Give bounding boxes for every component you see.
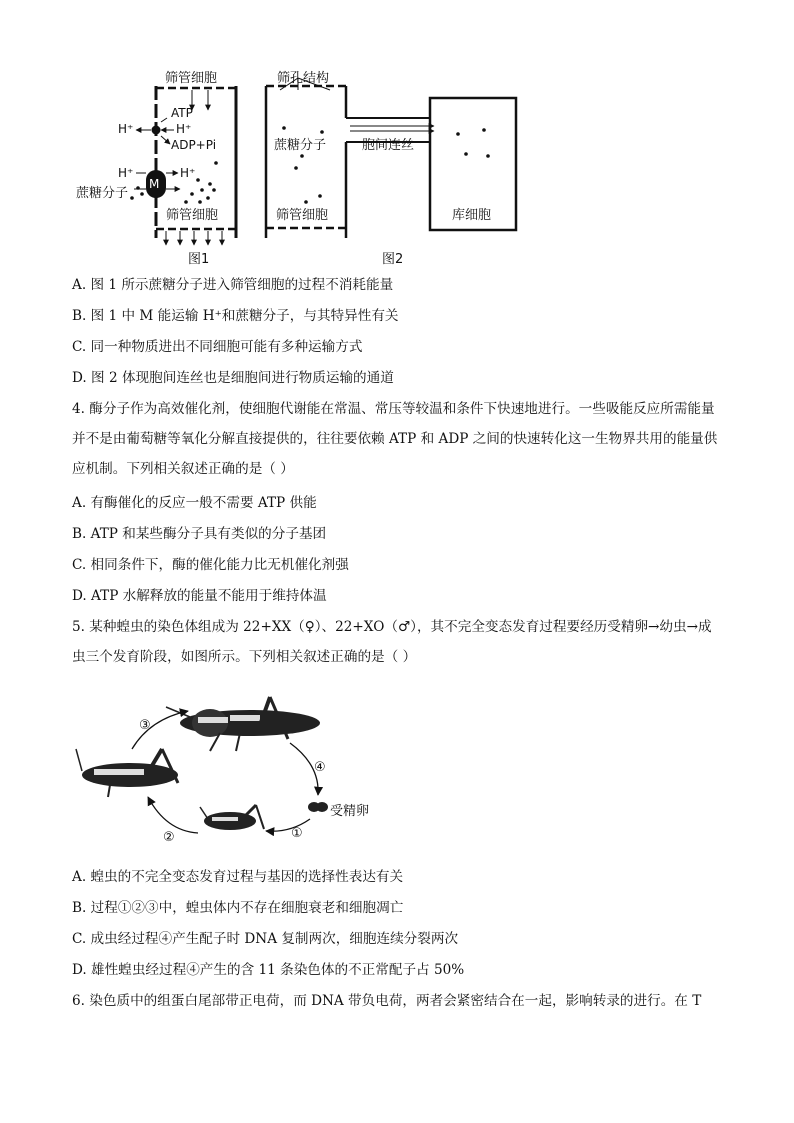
- figure3-step1: ①: [291, 826, 303, 841]
- figure2-caption: 图2: [382, 252, 404, 267]
- figure1-m-label: M: [149, 177, 160, 191]
- figure1-sucrose: 蔗糖分子: [76, 186, 129, 201]
- figure2-storage-cell: 库细胞: [452, 208, 492, 223]
- nymph-small-icon: [200, 805, 264, 830]
- q4-option-b: B. ATP 和某些酶分子具有类似的分子基团: [72, 526, 327, 542]
- adult-grasshopper-icon: [166, 697, 320, 751]
- figure3-egg-label: 受精卵: [330, 804, 370, 819]
- q5-option-c: C. 成虫经过程④产生配子时 DNA 复制两次，细胞连续分裂两次: [72, 931, 459, 947]
- q3-option-a: A. 图 1 所示蔗糖分子进入筛管细胞的过程不消耗能量: [72, 277, 394, 293]
- q5-option-a: A. 蝗虫的不完全变态发育过程与基因的选择性表达有关: [72, 869, 404, 885]
- figure1-h-right: H⁺: [176, 122, 192, 136]
- figure3-step4: ④: [314, 760, 326, 775]
- q3-option-d: D. 图 2 体现胞间连丝也是细胞间进行物质运输的通道: [72, 370, 394, 386]
- figure2-sucrose: 蔗糖分子: [274, 138, 327, 153]
- figure1-h-lower-left: H⁺: [118, 166, 134, 180]
- q4-option-c: C. 相同条件下，酶的催化能力比无机催化剂强: [72, 557, 349, 573]
- q5-option-b: B. 过程①②③中，蝗虫体内不存在细胞衰老和细胞凋亡: [72, 900, 404, 916]
- nymph-large-icon: [76, 749, 178, 797]
- figure2-top-label: 筛孔结构: [277, 71, 330, 86]
- figure1-h-left: H⁺: [118, 122, 134, 136]
- figure3-step2: ②: [163, 830, 175, 845]
- q3-option-c: C. 同一种物质进出不同细胞可能有多种运输方式: [72, 339, 363, 355]
- figure2-plasmodesmata: 胞间连丝: [362, 138, 415, 153]
- figure1-top-label: 筛管细胞: [165, 71, 218, 86]
- q4-option-d: D. ATP 水解释放的能量不能用于维持体温: [72, 588, 327, 604]
- q3-option-b: B. 图 1 中 M 能运输 H⁺和蔗糖分子，与其特异性有关: [72, 308, 399, 324]
- figure1-h-lower-right: H⁺: [180, 166, 196, 180]
- figure2-sieve-cell: 筛管细胞: [276, 208, 329, 223]
- figure1-atp: ATP: [171, 106, 193, 120]
- figure3-step3: ③: [139, 718, 151, 733]
- q4-option-a: A. 有酶催化的反应一般不需要 ATP 供能: [72, 495, 317, 511]
- figure1-diagram: [70, 62, 250, 262]
- figure1-bottom-label: 筛管细胞: [166, 208, 219, 223]
- q5-option-d: D. 雄性蝗虫经过程④产生的含 11 条染色体的不正常配子占 50%: [72, 962, 465, 978]
- q4-stem: 4. 酶分子作为高效催化剂，使细胞代谢能在常温、常压等较温和条件下快速地进行。一些吸能反应所需能量并不是由葡萄糖等氧化分解直接提供的，往往要依赖 ATP 和 ADP 之间的快速转化这一生物界共用的能量供应机制。下列相关叙述正确的是（ ）: [72, 401, 718, 477]
- figure1-caption: 图1: [188, 252, 210, 267]
- q6-stem: 6. 染色质中的组蛋白尾部带正电荷，而 DNA 带负电荷，两者会紧密结合在一起，影响转录的进行。在 T: [72, 993, 702, 1009]
- figure3-lifecycle-diagram: [70, 685, 390, 845]
- q5-stem: 5. 某种蝗虫的染色体组成为 22+XX（♀）、22+XO（♂），其不完全变态发育过程要经历受精卵→幼虫→成虫三个发育阶段，如图所示。下列相关叙述正确的是（ ）: [72, 619, 712, 665]
- figure1-adp-pi: ADP+Pi: [171, 138, 217, 152]
